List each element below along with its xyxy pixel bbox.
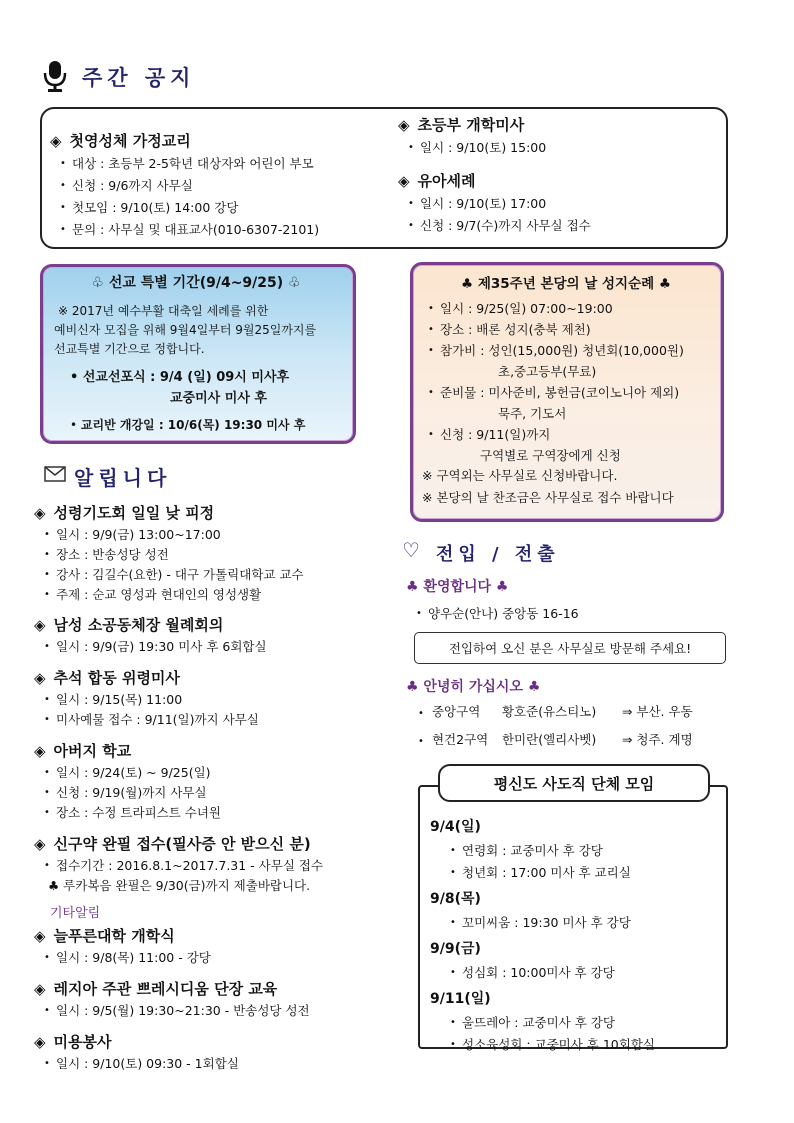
transfer-title: 전입 / 전출	[436, 544, 560, 565]
list-item: • 접수기간 : 2016.8.1~2017.7.31 - 사무실 접수	[34, 856, 404, 876]
list-item: • 일시 : 9/9(금) 19:30 미사 후 6회합실	[34, 637, 404, 657]
section-title: ◈ 신구약 완필 접수(필사증 안 받으신 분)	[34, 835, 311, 853]
list-item: 초,중고등부(무료)	[498, 364, 597, 379]
pilgrimage-content	[418, 272, 714, 508]
list-item: • 신청 : 9/19(월)까지 사무실	[34, 783, 404, 803]
section-title: ◈ 유아세례	[398, 172, 476, 190]
list-item: • 일시 : 9/8(목) 11:00 - 강당	[34, 948, 404, 968]
section-title: ◈ 첫영성체 가정교리	[50, 132, 191, 150]
microphone-icon	[42, 60, 68, 92]
list-item: • 꼬미씨움 : 19:30 미사 후 강당	[440, 912, 720, 934]
list-item: 구역별로 구역장에게 신청	[480, 448, 621, 463]
diamond-icon: ◈	[34, 669, 46, 687]
group-date: 9/11(일)	[430, 991, 491, 1007]
list-item: • 강사 : 김길수(요한) - 대구 가톨릭대학교 교수	[34, 565, 404, 585]
notices-column	[34, 502, 404, 1074]
list-item: • 장소 : 배론 성지(충북 제천)	[418, 319, 714, 340]
weekly-title: 주간 공지	[82, 65, 196, 90]
list-item: • 대상 : 초등부 2-5학년 대상자와 어린이 부모	[50, 154, 390, 174]
visit-note-box: 전입하여 오신 분은 사무실로 방문해 주세요!	[414, 632, 726, 664]
list-item: • 일시 : 9/10(토) 17:00	[398, 194, 718, 214]
welcome-title: ♣ 환영합니다 ♣	[406, 579, 509, 595]
list-item: • 참가비 : 성인(15,000원) 청년회(10,000원)	[418, 340, 714, 361]
diamond-icon: ◈	[34, 504, 46, 522]
groups-title-box	[438, 764, 710, 802]
list-item: • 장소 : 반송성당 성전	[34, 545, 404, 565]
diamond-icon: ◈	[34, 616, 46, 634]
list-item: • 일시 : 9/5(월) 19:30~21:30 - 반송성당 성전	[34, 1001, 404, 1021]
diamond-icon: ◈	[50, 132, 62, 150]
section-title: ◈ 미용봉사	[34, 1033, 112, 1051]
list-item: • 양우순(안나) 중앙동 16-16	[406, 604, 726, 624]
extra-note: ♣ 루카복음 완필은 9/30(금)까지 제출바랍니다.	[48, 878, 311, 893]
list-item: • 성소육성회 : 교중미사 후 10회합실	[440, 1034, 720, 1056]
diamond-icon: ◈	[398, 116, 410, 134]
pilgrimage-note: ※ 구역외는 사무실로 신청바랍니다.	[422, 468, 618, 483]
diamond-icon: ◈	[34, 835, 46, 853]
mission-title: ♧ 선교 특별 기간(9/4~9/25) ♧	[91, 275, 301, 291]
club-icon: ♧	[288, 275, 301, 291]
farewell-row: • 중앙구역 황호준(유스티노) ⇒ 부산. 우동	[418, 704, 693, 719]
farewell-row: • 현건2구역 한미란(엘리사벳) ⇒ 청주. 계명	[418, 732, 693, 747]
list-item: • 장소 : 수정 트라피스트 수녀원	[34, 803, 404, 823]
weekly-left-column	[50, 130, 390, 240]
section-title: ◈ 레지아 주관 쁘레시디움 단장 교육	[34, 980, 278, 998]
other-label: 기타알림	[50, 906, 101, 921]
group-date: 9/8(목)	[430, 891, 481, 907]
list-item: • 신청 : 9/11(일)까지	[418, 424, 714, 445]
notices-title: 알립니다	[74, 466, 172, 490]
mission-ceremony: • 선교선포식 : 9/4 (일) 09시 미사후 교중미사 미사 후	[70, 370, 290, 406]
transfer-content	[406, 576, 726, 752]
groups-content	[430, 816, 720, 1056]
pilgrimage-title: ♣ 제35주년 본당의 날 성지순례 ♣	[461, 276, 671, 292]
list-item: • 신청 : 9/6까지 사무실	[50, 176, 390, 196]
section-title: ◈ 남성 소공동체장 월례회의	[34, 616, 224, 634]
section-title: ◈ 추석 합동 위령미사	[34, 669, 180, 687]
list-item: • 일시 : 9/9(금) 13:00~17:00	[34, 525, 404, 545]
list-item: • 미사예물 접수 : 9/11(일)까지 사무실	[34, 710, 404, 730]
pilgrimage-note: ※ 본당의 날 찬조금은 사무실로 접수 바랍니다	[422, 490, 674, 505]
diamond-icon: ◈	[398, 172, 410, 190]
club-icon: ♣	[658, 276, 671, 292]
list-item: • 신청 : 9/7(수)까지 사무실 접수	[398, 216, 718, 236]
list-item: • 울뜨레아 : 교중미사 후 강당	[440, 1012, 720, 1034]
weekly-right-column	[398, 114, 718, 236]
heart-icon: ♡	[402, 538, 420, 562]
club-icon: ♣	[461, 276, 474, 292]
list-item: • 성심회 : 10:00미사 후 강당	[440, 962, 720, 984]
diamond-icon: ◈	[34, 980, 46, 998]
list-item: • 일시 : 9/15(목) 11:00	[34, 690, 404, 710]
list-item: • 준비물 : 미사준비, 봉헌금(코이노니아 제외)	[418, 382, 714, 403]
mission-note: ※ 2017년 예수부활 대축일 세례를 위한 예비신자 모집을 위해 9월4일부터 9월25일까지를 선교특별 기간으로 정합니다.	[54, 304, 317, 356]
list-item: • 주제 : 순교 영성과 현대인의 영성생활	[34, 585, 404, 605]
list-item: • 일시 : 9/10(토) 15:00	[398, 138, 718, 158]
envelope-icon	[44, 466, 66, 486]
section-title: ◈ 초등부 개학미사	[398, 116, 525, 134]
section-title: ◈ 늘푸른대학 개학식	[34, 927, 175, 945]
list-item: • 일시 : 9/10(토) 09:30 - 1회합실	[34, 1054, 404, 1074]
list-item: • 첫모임 : 9/10(토) 14:00 강당	[50, 198, 390, 218]
list-item: • 연령회 : 교중미사 후 강당	[440, 840, 720, 862]
mission-class: • 교리반 개강일 : 10/6(목) 19:30 미사 후	[70, 418, 306, 432]
section-title: ◈ 아버지 학교	[34, 742, 132, 760]
list-item: 묵주, 기도서	[498, 406, 567, 421]
list-item: • 청년회 : 17:00 미사 후 교리실	[440, 862, 720, 884]
club-icon: ♧	[91, 275, 104, 291]
list-item: • 일시 : 9/24(토) ~ 9/25(일)	[34, 763, 404, 783]
list-item: • 일시 : 9/25(일) 07:00~19:00	[418, 298, 714, 319]
diamond-icon: ◈	[34, 742, 46, 760]
diamond-icon: ◈	[34, 927, 46, 945]
groups-title: 평신도 사도직 단체 모임	[493, 774, 655, 793]
list-item: • 문의 : 사무실 및 대표교사(010-6307-2101)	[50, 220, 390, 240]
diamond-icon: ◈	[34, 1033, 46, 1051]
mission-content	[48, 272, 344, 433]
group-date: 9/9(금)	[430, 941, 481, 957]
group-date: 9/4(일)	[430, 819, 481, 835]
section-title: ◈ 성령기도회 일일 낮 피정	[34, 504, 215, 522]
farewell-title: ♣ 안녕히 가십시오 ♣	[406, 679, 541, 695]
